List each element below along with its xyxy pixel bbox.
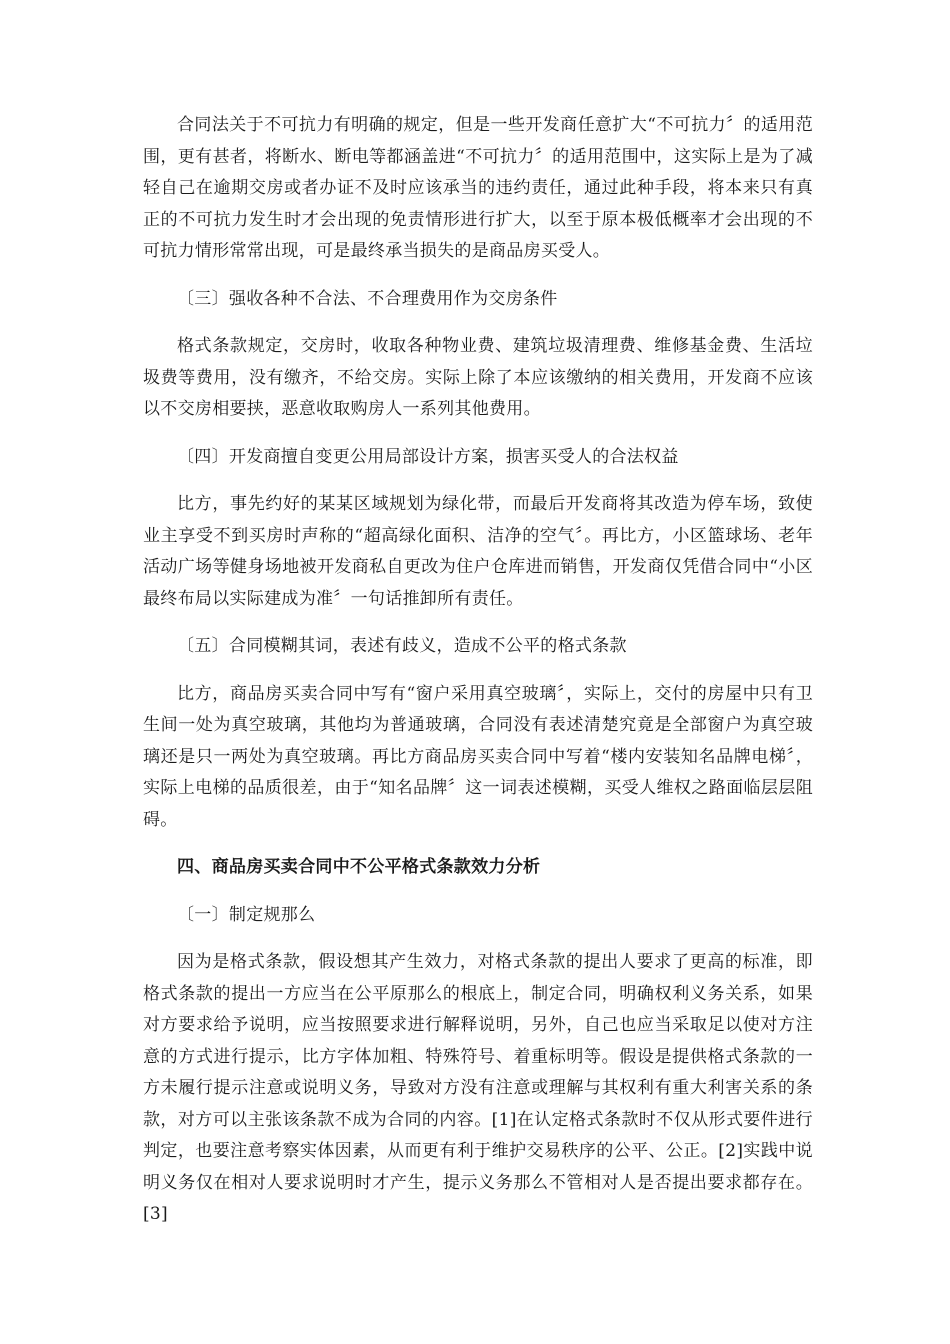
paragraph-rule-making: 因为是格式条款，假设想其产生效力，对格式条款的提出人要求了更高的标准，即格式条款的提出一方应当在公平原那么的根底上，制定合同，明确权利义务关系，如果对方要求给予说明，应当按照要求进行解释说明，另外，自己也应当采取足以使对方注意的方式进行提示，比方字体加粗、特殊符号、着重标明等。假设是提供格式条款的一方未履行提示注意或说明义务，导致对方没有注意或理解与其权利有重大利害关系的条款，对方可以主张该条款不成为合同的内容。[1]在认定格式条款时不仅从形式要件进行判定，也要注意考察实体因素，从而更有利于维护交易秩序的公平、公正。[2]实践中说明义务仅在相对人要求说明时才产生，提示义务那么不管相对人是否提出要求都存在。[3] <box>143 952 813 1224</box>
paragraph-ambiguous-terms: 比方，商品房买卖合同中写有“窗户采用真空玻璃〞，实际上，交付的房屋中只有卫生间一处为真空玻璃，其他均为普通玻璃，合同没有表述清楚究竟是全部窗户为真空玻璃还是只一两处为真空玻璃。再比方商品房买卖合同中写着“楼内安装知名品牌电梯〞，实际上电梯的品质很差，由于“知名品牌〞这一词表述模糊，买受人维权之路面临层层阻碍。 <box>143 683 813 830</box>
paragraph-fees: 格式条款规定，交房时，收取各种物业费、建筑垃圾清理费、维修基金费、生活垃圾费等费用，没有缴齐，不给交房。实际上除了本应该缴纳的相关费用，开发商不应该以不交房相要挟，恶意收取购房人一系列其他费用。 <box>143 336 813 419</box>
section-heading-4: 四、商品房买卖合同中不公平格式条款效力分析 <box>177 857 541 877</box>
paragraph-force-majeure: 合同法关于不可抗力有明确的规定，但是一些开发商任意扩大“不可抗力〞的适用范围，更有甚者，将断水、断电等都涵盖进“不可抗力〞的适用范围中，这实际上是为了减轻自己在逾期交房或者办证不及时应该承当的违约责任，通过此种手段，将本来只有真正的不可抗力发生时才会出现的免责情形进行扩大，以至于原本极低概率才会出现的不可抗力情形常常出现，可是最终承当损失的是商品房买受人。 <box>143 115 813 261</box>
subheading-1: 〔一〕制定规那么 <box>177 904 316 925</box>
subheading-5: 〔五〕合同模糊其词，表述有歧义，造成不公平的格式条款 <box>177 636 627 656</box>
subheading-4: 〔四〕开发商擅自变更公用局部设计方案，损害买受人的合法权益 <box>177 446 679 467</box>
paragraph-design-change: 比方，事先约好的某某区域规划为绿化带，而最后开发商将其改造为停车场，致使业主享受不到买房时声称的“超高绿化面积、洁净的空气〞。再比方，小区篮球场、老年活动广场等健身场地被开发商私自更改为住户仓库进而销售，开发商仅凭借合同中“小区最终布局以实际建成为准〞一句话推卸所有责任。 <box>143 494 813 609</box>
document-page <box>143 110 813 1247</box>
subheading-3: 〔三〕强收各种不合法、不合理费用作为交房条件 <box>177 288 558 309</box>
